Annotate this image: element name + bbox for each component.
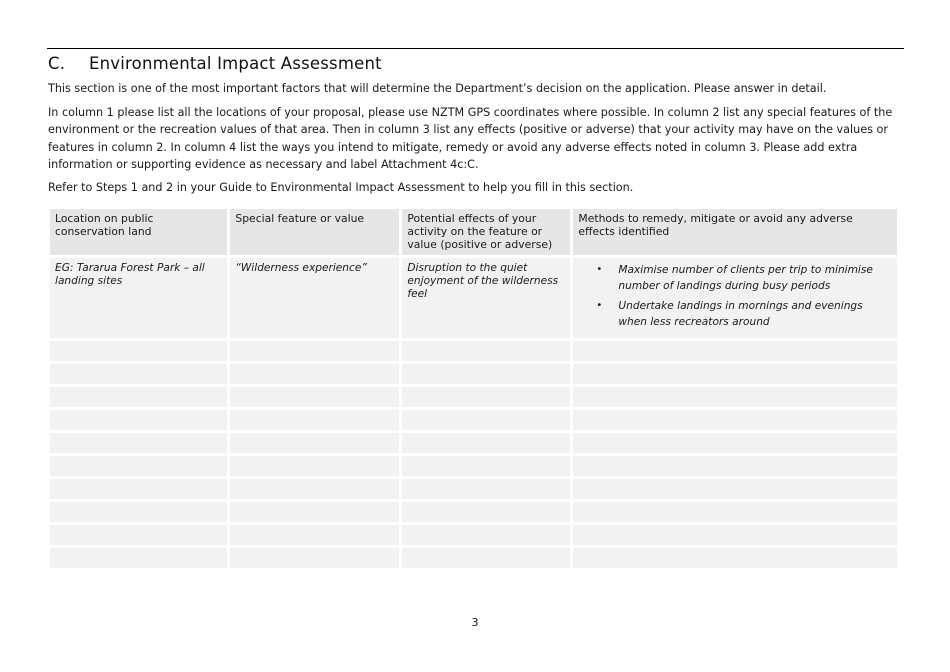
- effects-cell[interactable]: [402, 479, 570, 499]
- methods-cell[interactable]: [573, 525, 897, 545]
- table-row: [50, 341, 897, 361]
- header-potential-effects: Potential effects of your activity on the feature or value (positive or adverse): [402, 209, 570, 255]
- methods-list: [578, 262, 892, 330]
- methods-cell[interactable]: [573, 456, 897, 476]
- top-rule: [47, 48, 904, 49]
- methods-cell[interactable]: [573, 548, 897, 568]
- table-row: [50, 479, 897, 499]
- impact-assessment-table: [47, 206, 900, 571]
- methods-cell[interactable]: [573, 387, 897, 407]
- page-number: 3: [471, 616, 479, 629]
- feature-cell[interactable]: [230, 548, 399, 568]
- location-cell[interactable]: [50, 341, 227, 361]
- list-item: • Maximise number of clients per trip to minimise number of landings during busy periods: [596, 264, 873, 292]
- intro-paragraph: This section is one of the most important factors that will determine the Department’s decision on the application. Please answer in detail.: [48, 82, 827, 95]
- section-title: Environmental Impact Assessment: [89, 54, 382, 73]
- feature-cell[interactable]: [230, 410, 399, 430]
- table-row: [50, 433, 897, 453]
- location-cell[interactable]: [50, 548, 227, 568]
- example-location: EG: Tararua Forest Park – all landing sites: [50, 258, 227, 338]
- header-methods: Methods to remedy, mitigate or avoid any adverse effects identified: [573, 209, 897, 255]
- effects-cell[interactable]: [402, 387, 570, 407]
- location-cell[interactable]: [50, 502, 227, 522]
- table-row: [50, 525, 897, 545]
- effects-cell[interactable]: [402, 410, 570, 430]
- table-row: [50, 456, 897, 476]
- example-feature: “Wilderness experience”: [230, 258, 399, 338]
- table-row: [50, 410, 897, 430]
- location-cell[interactable]: [50, 410, 227, 430]
- header-location: Location on public conservation land: [50, 209, 227, 255]
- location-cell[interactable]: [50, 364, 227, 384]
- feature-cell[interactable]: [230, 456, 399, 476]
- effects-cell[interactable]: [402, 341, 570, 361]
- methods-cell[interactable]: [573, 341, 897, 361]
- location-cell[interactable]: [50, 525, 227, 545]
- table-row: [50, 364, 897, 384]
- table-row: [50, 548, 897, 568]
- location-cell[interactable]: [50, 387, 227, 407]
- feature-cell[interactable]: [230, 364, 399, 384]
- effects-cell[interactable]: [402, 456, 570, 476]
- location-cell[interactable]: [50, 456, 227, 476]
- section-number: C.: [48, 54, 66, 73]
- effects-cell[interactable]: [402, 433, 570, 453]
- effects-cell[interactable]: [402, 548, 570, 568]
- feature-cell[interactable]: [230, 479, 399, 499]
- methods-cell[interactable]: [573, 479, 897, 499]
- location-cell[interactable]: [50, 479, 227, 499]
- feature-cell[interactable]: [230, 502, 399, 522]
- effects-cell[interactable]: [402, 502, 570, 522]
- feature-cell[interactable]: [230, 387, 399, 407]
- effects-cell[interactable]: [402, 525, 570, 545]
- example-row: [50, 258, 897, 338]
- guide-reference-paragraph: Refer to Steps 1 and 2 in your Guide to Environmental Impact Assessment to help you fill in this section.: [48, 181, 634, 194]
- list-item: • Undertake landings in mornings and evenings when less recreators around: [596, 300, 863, 328]
- effects-cell[interactable]: [402, 364, 570, 384]
- feature-cell[interactable]: [230, 341, 399, 361]
- methods-cell[interactable]: [573, 433, 897, 453]
- bullet-icon: •: [596, 300, 603, 311]
- feature-cell[interactable]: [230, 433, 399, 453]
- feature-cell[interactable]: [230, 525, 399, 545]
- instructions-paragraph: In column 1 please list all the locations of your proposal, please use NZTM GPS coordinates where possible. In column 2 list any special features of the environment or the recreation values of that area. Then in column 3 list any effects (positive or adverse) that your activity may have on the values or features in column 2. In column 4 list the ways you intend to mitigate, remedy or avoid any adverse effects noted in column 3. Please add extra information or supporting evidence as necessary and label Attachment 4c:C.: [48, 106, 893, 171]
- table-header-row: [50, 209, 897, 255]
- table-row: [50, 387, 897, 407]
- methods-cell[interactable]: [573, 364, 897, 384]
- example-methods: [573, 258, 897, 338]
- location-cell[interactable]: [50, 433, 227, 453]
- methods-cell[interactable]: [573, 502, 897, 522]
- table-row: [50, 502, 897, 522]
- section-heading: [48, 54, 382, 73]
- example-effects: Disruption to the quiet enjoyment of the wilderness feel: [402, 258, 570, 338]
- header-special-feature: Special feature or value: [230, 209, 399, 255]
- methods-cell[interactable]: [573, 410, 897, 430]
- bullet-icon: •: [596, 264, 603, 275]
